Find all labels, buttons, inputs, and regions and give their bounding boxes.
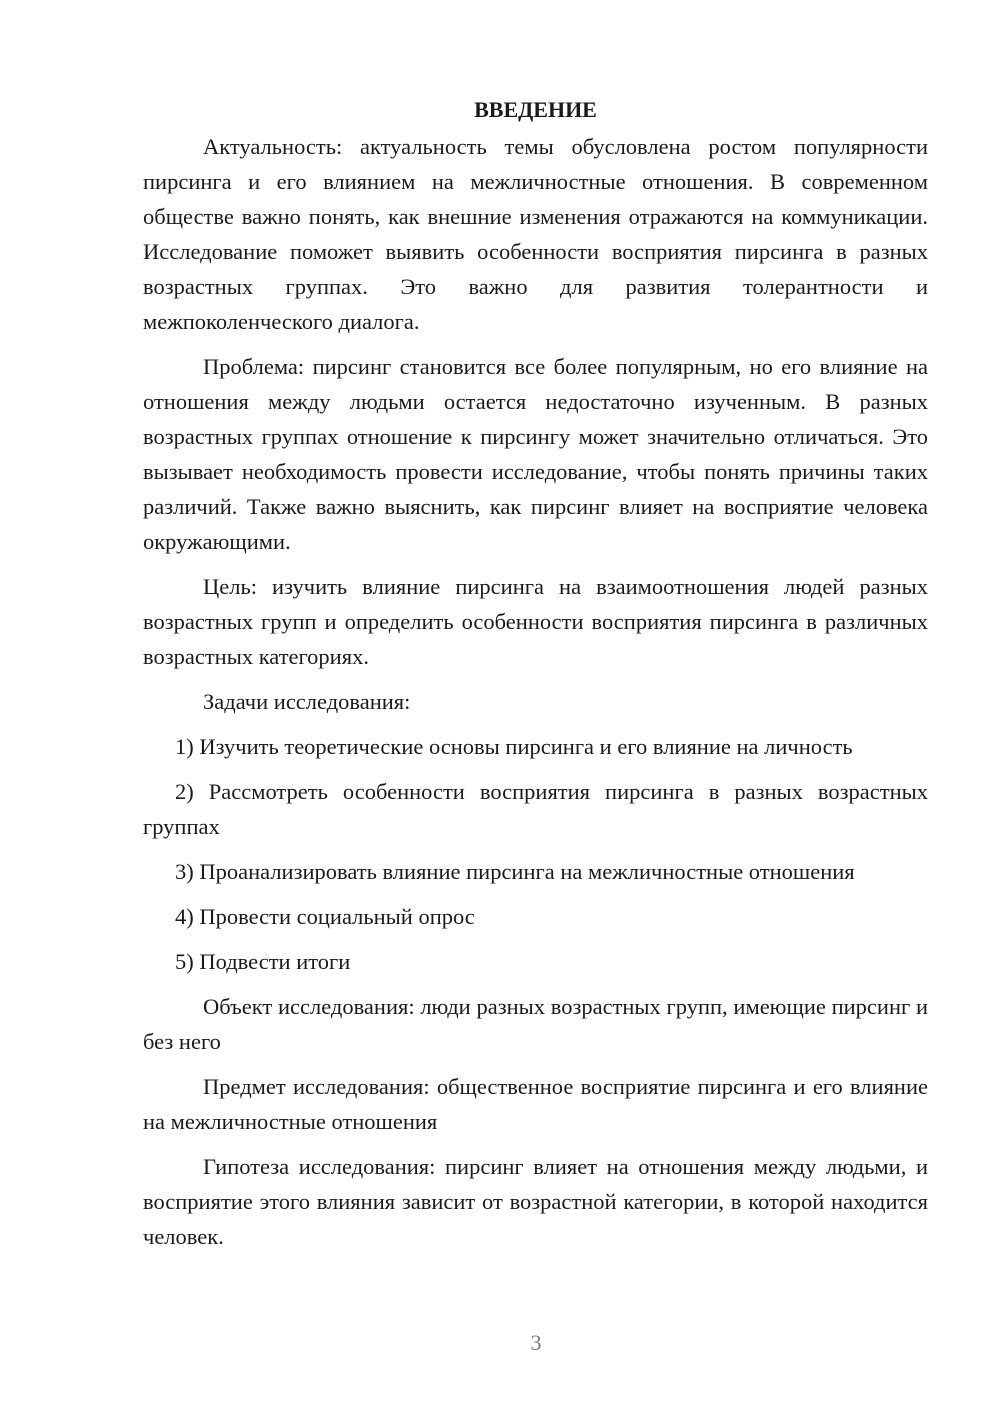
goal-paragraph: Цель: изучить влияние пирсинга на взаимоотношения людей разных возрастных групп и определить особенности восприятия пирсинга в различных возрастных категориях. (143, 574, 928, 669)
task-item: 3) Проанализировать влияние пирсинга на межличностные отношения (175, 859, 855, 884)
task-item: 4) Провести социальный опрос (175, 904, 475, 929)
tasks-list (143, 729, 928, 979)
relevance-paragraph: Актуальность: актуальность темы обусловлена ростом популярности пирсинга и его влиянием на межличностные отношения. В современном обществе важно понять, как внешние изменения отражаются на коммуникации. Исследование поможет выявить особенности восприятия пирсинга в разных возрастных группах. Это важно для развития толерантности и межпоколенческого диалога. (143, 134, 928, 334)
problem-paragraph: Проблема: пирсинг становится все более популярным, но его влияние на отношения между людьми остается недостаточно изученным. В разных возрастных группах отношение к пирсингу может значительно отличаться. Это вызывает необходимость провести исследование, чтобы понять причины таких различий. Также важно выяснить, как пирсинг влияет на восприятие человека окружающими. (143, 354, 928, 554)
page-number: 3 (530, 1330, 542, 1355)
hypothesis-paragraph: Гипотеза исследования: пирсинг влияет на отношения между людьми, и восприятие этого влияния зависит от возрастной категории, в которой находится человек. (143, 1154, 928, 1249)
task-item: 5) Подвести итоги (175, 949, 351, 974)
task-item: 2) Рассмотреть особенности восприятия пирсинга в разных возрастных группах (143, 779, 928, 839)
task-item: 1) Изучить теоретические основы пирсинга и его влияние на личность (175, 734, 853, 759)
page-content (143, 92, 928, 1264)
object-paragraph: Объект исследования: люди разных возрастных групп, имеющие пирсинг и без него (143, 994, 928, 1054)
subject-paragraph: Предмет исследования: общественное восприятие пирсинга и его влияние на межличностные отношения (143, 1074, 928, 1134)
page-title: ВВЕДЕНИЕ (474, 97, 597, 122)
tasks-heading: Задачи исследования: (203, 689, 411, 714)
